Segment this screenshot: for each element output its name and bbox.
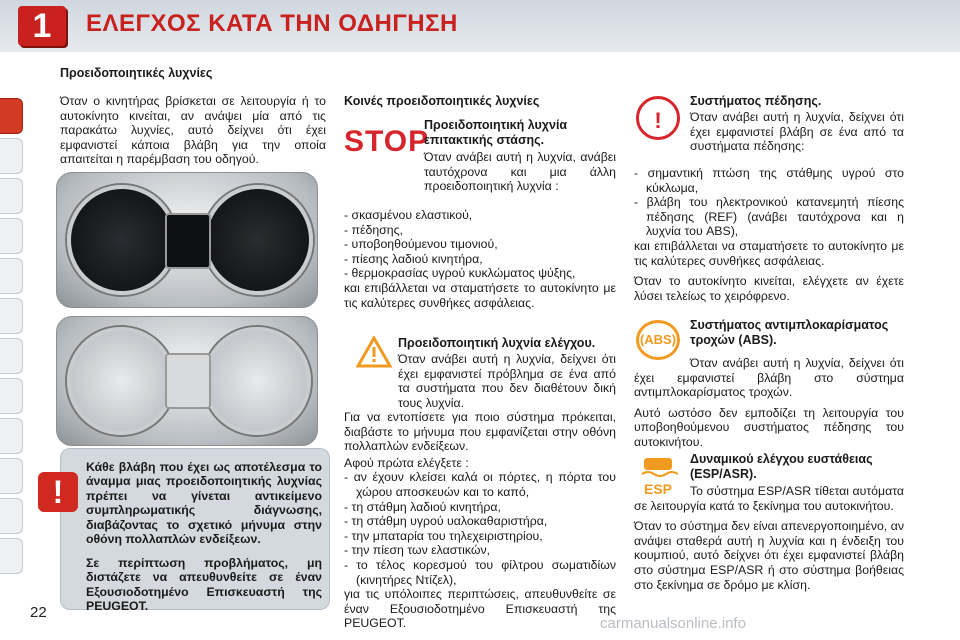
abs-paragraph-2: Αυτό ωστόσο δεν εμποδίζει τη λειτουργία του υποβοηθούμενου συστήματος πέδησης του αυτοκινήτου. <box>634 405 904 449</box>
chapter-tab-11[interactable] <box>0 498 23 534</box>
chapter-tab-12[interactable] <box>0 538 23 574</box>
warning-text-2: Σε περίπτωση προβλήματος, μη διστάζετε να απευθυνθείτε σε έναν Εξουσιοδοτημένο Επισκευαστή της PEUGEOT. <box>86 556 322 614</box>
multifunction-display-light <box>165 353 211 409</box>
chapter-title: ΕΛΕΓΧΟΣ ΚΑΤΑ ΤΗΝ ΟΔΗΓΗΣΗ <box>86 10 458 37</box>
stop-list <box>344 208 616 310</box>
list-item: - πίεσης λαδιού κινητήρα, <box>344 251 483 266</box>
chapter-tab-7[interactable] <box>0 338 23 374</box>
stop-title: Προειδοποιητική λυχνία επιτακτικής στάσης. <box>424 118 568 147</box>
brake-block <box>634 166 904 303</box>
abs-block <box>634 356 904 450</box>
esp-icon-label: ESP <box>643 481 672 497</box>
speedometer-dial-light <box>203 327 311 435</box>
tachometer-dial-light <box>67 327 175 435</box>
chapter-tab-10[interactable] <box>0 458 23 494</box>
stop-after-text: και επιβάλλεται να σταματήσετε το αυτοκίνητο με τις καλύτερες συνθήκες ασφάλειας. <box>344 280 616 310</box>
warn-paragraph-2: Για να εντοπίσετε για ποιο σύστημα πρόκειται, διαβάστε το μήνυμα που εμφανίζεται στην οθόνη πολλαπλών ενδείξεων. <box>344 410 616 454</box>
instrument-cluster-dark <box>56 172 318 308</box>
warn-description: Όταν ανάβει αυτή η λυχνία, δείχνει ότι έχει εμφανιστεί πρόβλημα σε ένα από τα συστήματα που δεν διαθέτουν δική τους λυχνία. <box>398 352 616 410</box>
chapter-tab-1[interactable] <box>0 98 23 134</box>
list-item: - υποβοηθούμενου τιμονιού, <box>344 237 498 252</box>
esp-title: Δυναμικού ελέγχου ευστάθειας (ESP/ASR). <box>690 452 873 481</box>
list-item: - αν έχουν κλείσει καλά οι πόρτες, η πόρτα του χώρου αποσκευών και το καπό, <box>344 470 616 499</box>
tachometer-dial <box>67 185 177 295</box>
chapter-tab-6[interactable] <box>0 298 23 334</box>
list-item: - σκασμένου ελαστικού, <box>344 208 473 222</box>
stop-description: Όταν ανάβει αυτή η λυχνία, ανάβει ταυτόχρονα και μια άλλη προειδοποιητική λυχνία : <box>424 150 616 194</box>
instrument-cluster-light <box>56 316 318 446</box>
brake-after-text: και επιβάλλεται να σταματήσετε το αυτοκίνητο με τις καλύτερες συνθήκες ασφάλειας. <box>634 238 904 268</box>
esp-block <box>634 484 904 592</box>
list-item: - τη στάθμη υγρού υαλοκαθαριστήρα, <box>344 514 548 529</box>
esp-description: Το σύστημα ESP/ASR τίθεται αυτόματα σε λειτουργία κατά το ξεκίνημα του αυτοκινήτου. <box>634 484 904 513</box>
warn-after-text: για τις υπόλοιπες περιπτώσεις, απευθυνθείτε σε έναν Εξουσιοδοτημένο Επισκευαστή της PEUGEOT. <box>344 587 616 631</box>
brake-description: Όταν ανάβει αυτή η λυχνία, δείχνει ότι έχει εμφανιστεί βλάβη σε ένα από τα συστήματα πέδησης: <box>690 110 904 154</box>
list-item: - θερμοκρασίας υγρού κυκλώματος ψύξης, <box>344 266 576 281</box>
list-item: - πέδησης, <box>344 222 403 237</box>
brake-warning-icon: ! <box>636 96 680 140</box>
chapter-tab-2[interactable] <box>0 138 23 174</box>
esp-paragraph-2: Όταν το σύστημα δεν είναι απενεργοποιημένο, αν ανάψει σταθερά αυτή η λυχνία και η ένδειξη του κουμπιού, αυτό δείχνει ότι έχει εμφανιστεί βλάβη στο σύστημα ESP/ASR ή στο σύστημα βοήθειας στο ξεκίνημα σε δρόμο με κλίση. <box>634 519 904 592</box>
chapter-tab-8[interactable] <box>0 378 23 414</box>
list-item: - τη στάθμη λαδιού κινητήρα, <box>344 499 501 514</box>
exclamation-icon: ! <box>38 472 78 512</box>
abs-description: Όταν ανάβει αυτή η λυχνία, δείχνει ότι έχει εμφανιστεί βλάβη στο σύστημα αντιμπλοκαρίσματος τροχών. <box>634 356 904 400</box>
brake-title: Συστήματος πέδησης. <box>690 94 822 108</box>
abs-title: Συστήματος αντιμπλοκαρίσματος τροχών (ABS). <box>690 318 889 347</box>
abs-warning-icon: (ABS) <box>636 320 680 360</box>
warning-text-1: Κάθε βλάβη που έχει ως αποτέλεσμα το άναμμα μιας προειδοποιητικής λυχνίας πρέπει να γίνεται αντικείμενο συμπληρωματικής διάγνωσης, διαβάζοντας το σχετικό μήνυμα στην οθόνη πολλαπλών ενδείξεων. <box>86 460 322 547</box>
chapter-number-badge: 1 <box>18 6 66 46</box>
left-heading: Προειδοποιητικές λυχνίες <box>60 66 213 80</box>
skidding-car-icon <box>638 452 678 478</box>
list-item: - το τέλος κορεσμού του φίλτρου σωματιδίων (κινητήρες Ντίζελ), <box>344 557 616 587</box>
warn-block <box>344 410 616 631</box>
multifunction-display <box>165 213 211 269</box>
warning-triangle-icon <box>356 336 392 368</box>
watermark: carmanualsonline.info <box>600 615 746 632</box>
list-item: - την μπαταρία του τηλεχειριστηρίου, <box>344 528 543 543</box>
chapter-tab-5[interactable] <box>0 258 23 294</box>
chapter-tab-4[interactable] <box>0 218 23 254</box>
page-number: 22 <box>30 604 47 621</box>
chapter-tab-9[interactable] <box>0 418 23 454</box>
chapter-tab-3[interactable] <box>0 178 23 214</box>
speedometer-dial <box>203 185 313 295</box>
chapter-tabs <box>0 52 24 612</box>
stop-icon: STOP <box>344 125 430 158</box>
left-intro: Όταν ο κινητήρας βρίσκεται σε λειτουργία ή το αυτοκίνητο κινείται, αν ανάψει μία από τις παρακάτω λυχνίες, αυτό δείχνει ότι έχει εμφανιστεί κάποια βλάβη για την οποία απαιτείται η παρέμβαση του οδηγού. <box>60 94 326 167</box>
middle-heading: Κοινές προειδοποιητικές λυχνίες <box>344 94 540 108</box>
brake-paragraph-2: Όταν το αυτοκίνητο κινείται, ελέγχετε αν έχετε λύσει τελείως το χειρόφρενο. <box>634 274 904 303</box>
list-item: - βλάβη του ηλεκτρονικού κατανεμητή πίεσης πέδησης (REF) (ανάβει ταυτόχρονα και η λυχνία του ABS), <box>634 195 904 239</box>
list-item: - την πίεση των ελαστικών, <box>344 543 491 558</box>
warn-paragraph-3: Αφού πρώτα ελέγξετε : <box>344 455 469 470</box>
list-item: - σημαντική πτώση της στάθμης υγρού στο κύκλωμα, <box>634 166 904 195</box>
warn-title: Προειδοποιητική λυχνία ελέγχου. <box>398 336 596 350</box>
